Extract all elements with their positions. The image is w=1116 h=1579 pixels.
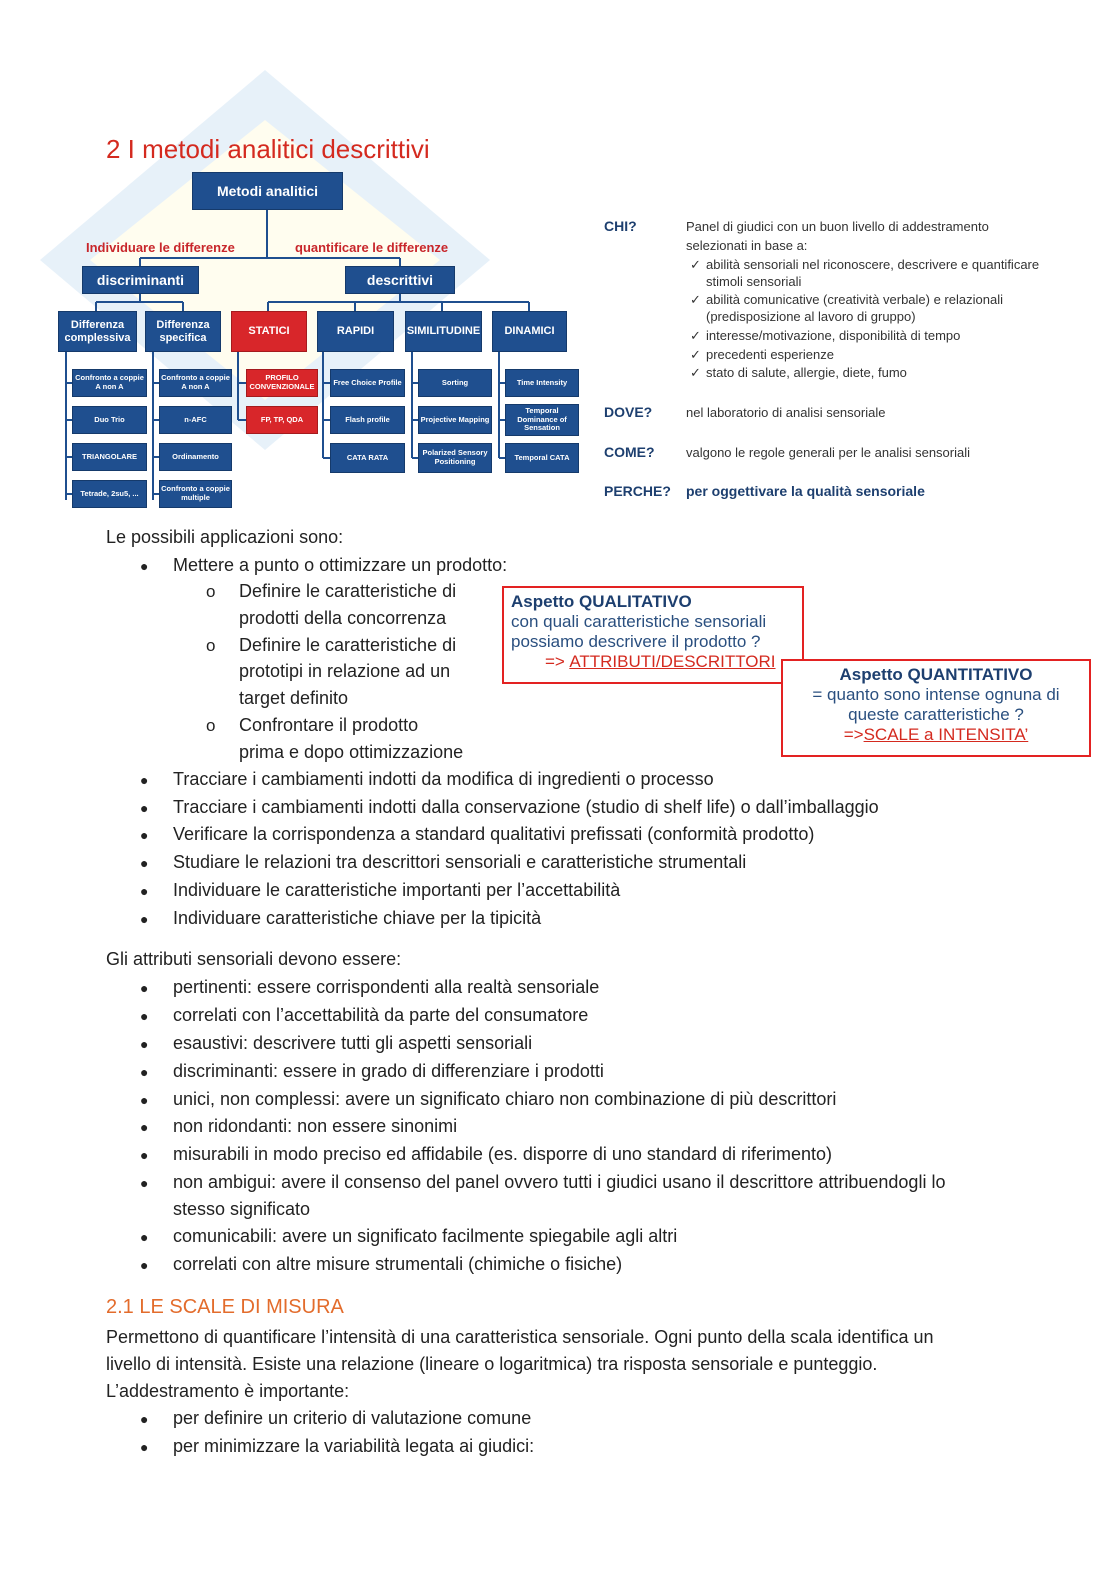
perche-label: PERCHE?: [604, 483, 671, 499]
scale-paragraph-line: Permettono di quantificare l’intensità di una caratteristica sensoriale. Ogni punto della scala identifica un: [106, 1327, 934, 1347]
attributes-intro: Gli attributi sensoriali devono essere:: [106, 949, 402, 969]
chi-check-item: ✓ abilità sensoriali nel riconoscere, descrivere e quantificare: [690, 257, 1040, 272]
diagram-leaf: Temporal Dominance of Sensation: [505, 404, 579, 436]
applications-subitem: Definire le caratteristiche di: [239, 581, 457, 601]
circle-bullet-icon: o: [206, 582, 216, 601]
bullet-icon: ●: [140, 800, 149, 816]
diagram-leaf: Confronto a coppie multiple: [159, 480, 232, 508]
attributes-item: esaustivi: descrivere tutti gli aspetti sensoriali: [173, 1033, 533, 1053]
applications-item: Studiare le relazioni tra descrittori sensoriali e caratteristiche strumentali: [173, 852, 747, 872]
qualitativo-callout: [502, 586, 804, 684]
bullet-icon: ●: [140, 855, 149, 871]
check-icon: ✓: [690, 292, 701, 307]
qualitativo-title: Aspetto QUALITATIVO: [511, 592, 692, 611]
chi-text-2: selezionati in base a:: [686, 238, 808, 253]
applications-subitem: target definito: [239, 688, 349, 708]
diagram-connectors: [0, 0, 600, 520]
diagram-col-diff-specifica: Differenza specifica: [145, 311, 221, 352]
diagram-leaf: Tetrade, 2su5, ...: [72, 480, 147, 508]
chi-check-item: ✓ precedenti esperienze: [690, 347, 834, 362]
check-icon: ✓: [690, 328, 701, 343]
bullet-icon: ●: [140, 772, 149, 788]
bullet-icon: ●: [140, 1092, 149, 1108]
circle-bullet-icon: o: [206, 636, 216, 655]
check-icon: ✓: [690, 365, 701, 380]
bullet-icon: ●: [140, 1411, 149, 1427]
scale-item: per minimizzare la variabilità legata ai giudici:: [173, 1436, 535, 1456]
chi-check-item: ✓ stato di salute, allergie, diete, fumo: [690, 365, 907, 380]
diagram-leaf: Free Choice Profile: [330, 369, 405, 397]
qualitativo-arrow: =>: [545, 652, 565, 671]
diagram-leaf: PROFILO CONVENZIONALE: [246, 369, 318, 397]
perche-text: per oggettivare la qualità sensoriale: [686, 483, 925, 499]
applications-item: Individuare caratteristiche chiave per la tipicità: [173, 908, 542, 928]
chi-check-item-cont: stimoli sensoriali: [706, 274, 802, 289]
diagram-leaf: FP, TP, QDA: [246, 406, 318, 434]
attributes-item-cont: stesso significato: [173, 1199, 311, 1219]
diagram-leaf: Polarized Sensory Positioning: [418, 443, 492, 473]
bullet-icon: ●: [140, 1036, 149, 1052]
applications-subitem: prototipi in relazione ad un: [239, 661, 451, 681]
qualitativo-line1: con quali caratteristiche sensoriali: [511, 612, 767, 631]
quantitativo-arrow: =>: [843, 725, 864, 744]
diagram-leaf: Flash profile: [330, 406, 405, 434]
chi-check-item-cont: (predisposizione al lavoro di gruppo): [706, 309, 916, 324]
quantitativo-callout: [781, 659, 1091, 757]
diagram-root-box: Metodi analitici: [192, 172, 343, 210]
diagram-leaf: CATA RATA: [330, 443, 405, 473]
scale-paragraph-line: L’addestramento è importante:: [106, 1381, 350, 1401]
diagram-col-dinamici: DINAMICI: [492, 311, 567, 352]
attributes-item: correlati con altre misure strumentali (chimiche o fisiche): [173, 1254, 623, 1274]
applications-item: Tracciare i cambiamenti indotti dalla conservazione (studio di shelf life) o dall’imballaggio: [173, 797, 879, 817]
bullet-icon: ●: [140, 1257, 149, 1273]
come-text: valgono le regole generali per le analisi sensoriali: [686, 445, 971, 460]
applications-subitem: prima e dopo ottimizzazione: [239, 742, 464, 762]
chi-label: CHI?: [604, 218, 637, 234]
qualitativo-line2: possiamo descrivere il prodotto ?: [511, 632, 761, 651]
diagram-leaf: Confronto a coppie A non A: [72, 369, 147, 397]
diagram-discriminanti-box: discriminanti: [82, 266, 199, 294]
bullet-icon: ●: [140, 1229, 149, 1245]
chi-check-item: ✓ interesse/motivazione, disponibilità di tempo: [690, 328, 961, 343]
bullet-icon: ●: [140, 558, 149, 574]
circle-bullet-icon: o: [206, 716, 216, 735]
diagram-leaf: Time Intensity: [505, 369, 579, 397]
quantitativo-line1: = quanto sono intense ognuna di: [812, 685, 1060, 704]
come-label: COME?: [604, 444, 655, 460]
scale-paragraph-line: livello di intensità. Esiste una relazione (lineare o logaritmica) tra risposta sensoriale e punteggio.: [106, 1354, 878, 1374]
diagram-left-label: Individuare le differenze: [86, 240, 235, 255]
attributes-item: correlati con l’accettabilità da parte del consumatore: [173, 1005, 589, 1025]
applications-intro: Le possibili applicazioni sono:: [106, 527, 344, 547]
bullet-icon: ●: [140, 1064, 149, 1080]
bullet-icon: ●: [140, 827, 149, 843]
attributes-item: pertinenti: essere corrispondenti alla realtà sensoriale: [173, 977, 600, 997]
quantitativo-title: Aspetto QUANTITATIVO: [839, 665, 1033, 684]
qualitativo-link[interactable]: ATTRIBUTI/DESCRITTORI: [569, 652, 776, 671]
diagram-leaf: Sorting: [418, 369, 492, 397]
quantitativo-link[interactable]: SCALE a INTENSITA’: [863, 725, 1029, 744]
diagram-leaf: TRIANGOLARE: [72, 443, 147, 471]
applications-item: Verificare la corrispondenza a standard qualitativi prefissati (conformità prodotto): [173, 824, 815, 844]
attributes-item: unici, non complessi: avere un significato chiaro non combinazione di più descrittori: [173, 1089, 837, 1109]
bullet-icon: ●: [140, 1147, 149, 1163]
diagram-col-similitudine: SIMILITUDINE: [405, 311, 482, 352]
bullet-icon: ●: [140, 911, 149, 927]
applications-item: Individuare le caratteristiche importanti per l’accettabilità: [173, 880, 621, 900]
dove-text: nel laboratorio di analisi sensoriale: [686, 405, 886, 420]
diagram-leaf: Duo Trio: [72, 406, 147, 434]
dove-label: DOVE?: [604, 404, 653, 420]
applications-subitem: prodotti della concorrenza: [239, 608, 447, 628]
diagram-leaf: Projective Mapping: [418, 406, 492, 434]
attributes-item: misurabili in modo preciso ed affidabile (es. disporre di uno standard di riferimento): [173, 1144, 832, 1164]
bullet-icon: ●: [140, 1008, 149, 1024]
diagram-right-label: quantificare le differenze: [295, 240, 449, 255]
attributes-item: comunicabili: avere un significato facilmente spiegabile agli altri: [173, 1226, 678, 1246]
bullet-icon: ●: [140, 980, 149, 996]
chi-check-item: ✓ abilità comunicative (creatività verbale) e relazionali: [690, 292, 1003, 307]
section-title: 2 I metodi analitici descrittivi: [106, 134, 430, 164]
diagram-leaf: Confronto a coppie A non A: [159, 369, 232, 397]
scale-item: per definire un criterio di valutazione comune: [173, 1408, 532, 1428]
diagram-descrittivi-box: descrittivi: [345, 266, 455, 294]
diagram-col-rapidi: RAPIDI: [317, 311, 394, 352]
attributes-item: non ambigui: avere il consenso del panel ovvero tutti i giudici usano il descrittore attribuendogli lo: [173, 1172, 946, 1192]
bullet-icon: ●: [140, 1175, 149, 1191]
check-icon: ✓: [690, 257, 701, 272]
attributes-item: non ridondanti: non essere sinonimi: [173, 1116, 458, 1136]
diagram-col-statici: STATICI: [231, 311, 307, 352]
diagram-col-diff-complessiva: Differenza complessiva: [58, 311, 137, 352]
bullet-icon: ●: [140, 1439, 149, 1455]
applications-item: Mettere a punto o ottimizzare un prodotto:: [173, 555, 508, 575]
chi-text-1: Panel di giudici con un buon livello di addestramento: [686, 219, 989, 234]
scale-heading: 2.1 LE SCALE DI MISURA: [106, 1296, 344, 1318]
diagram-leaf: n-AFC: [159, 406, 232, 434]
quantitativo-line2: queste caratteristiche ?: [848, 705, 1024, 724]
applications-subitem: Definire le caratteristiche di: [239, 635, 457, 655]
bullet-icon: ●: [140, 883, 149, 899]
applications-subitem: Confrontare il prodotto: [239, 715, 419, 735]
attributes-item: discriminanti: essere in grado di differenziare i prodotti: [173, 1061, 604, 1081]
diagram-leaf: Temporal CATA: [505, 443, 579, 473]
applications-item: Tracciare i cambiamenti indotti da modifica di ingredienti o processo: [173, 769, 714, 789]
diagram-leaf: Ordinamento: [159, 443, 232, 471]
check-icon: ✓: [690, 347, 701, 362]
bullet-icon: ●: [140, 1119, 149, 1135]
